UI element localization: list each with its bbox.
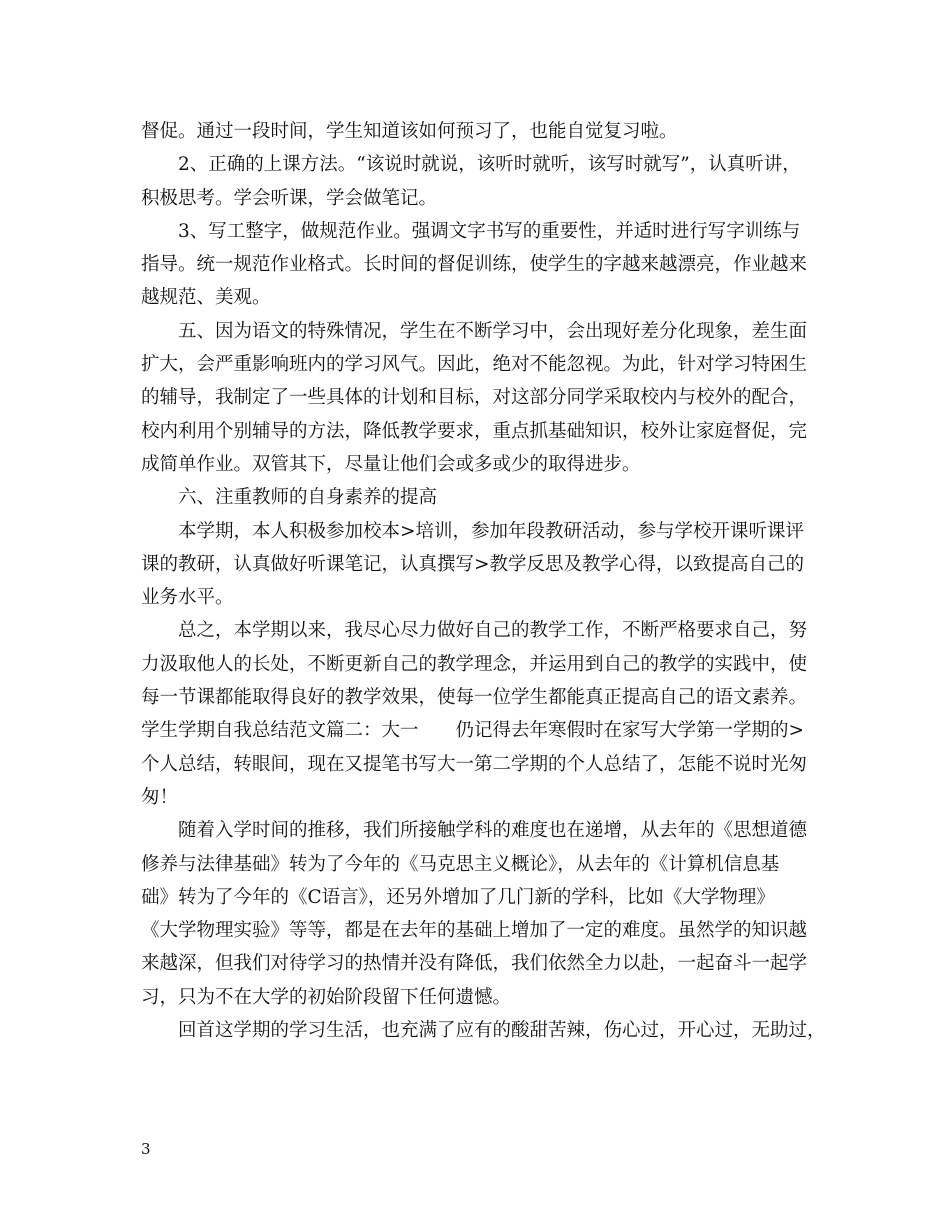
paragraph: [141, 148, 807, 215]
text-line: 五、因为语文的特殊情况，学生在不断学习中，会出现好差分化现象，差生面: [141, 320, 808, 342]
text-line: 的辅导，我制定了一些具体的计划和目标，对这部分同学采取校内与校外的配合，: [141, 387, 808, 409]
text-line: 随着入学时间的推移，我们所接触学科的难度也在递增，从去年的《思想道德: [141, 820, 808, 842]
text-line: 业务水平。: [141, 587, 234, 609]
paragraph: [141, 115, 807, 148]
text-line: 六、注重教师的自身素养的提高: [141, 487, 438, 509]
text-line: 督促。通过一段时间，学生知道该如何预习了，也能自觉复习啦。: [141, 121, 678, 142]
paragraph: [141, 614, 807, 714]
text-line: 《大学物理实验》等等，都是在去年的基础上增加了一定的难度。虽然学的知识越: [141, 920, 808, 942]
text-line: 扩大，会严重影响班内的学习风气。因此，绝对不能忽视。为此，针对学习特困生: [141, 354, 808, 376]
text-line: 课的教研，认真做好听课笔记，认真撰写>教学反思及教学心得，以致提高自己的: [141, 553, 805, 575]
paragraph: [141, 515, 807, 615]
text-line: 每一节课都能取得良好的教学效果，使每一位学生都能真正提高自己的语文素养。: [141, 687, 808, 709]
page-number: 3: [141, 1140, 151, 1158]
text-line: 成简单作业。双管其下，尽量让他们会或多或少的取得进步。: [141, 453, 641, 475]
paragraph: [141, 315, 807, 481]
text-line: 越规范、美观。: [141, 287, 271, 309]
text-line: 个人总结，转眼间，现在又提笔书写大一第二学期的个人总结了，怎能不说时光匆: [141, 753, 808, 775]
text-line: 指导。统一规范作业格式。长时间的督促训练，使学生的字越来越漂亮，作业越来: [141, 254, 808, 276]
paragraph: [141, 814, 807, 1014]
text-line: 匆！: [141, 786, 179, 808]
text-line: 2、正确的上课方法。“该说时就说，该听时就听，该写时就写”，认真听讲，: [141, 154, 801, 176]
text-line: 校内利用个别辅导的方法，降低教学要求，重点抓基础知识，校外让家庭督促，完: [141, 420, 808, 442]
text-line: 修养与法律基础》转为了今年的《马克思主义概论》，从去年的《计算机信息基: [141, 853, 780, 875]
text-line: 回首这学期的学习生活，也充满了应有的酸甜苦辣，伤心过，开心过，无助过，: [141, 1020, 826, 1042]
text-line: 3、写工整字，做规范作业。强调文字书写的重要性，并适时进行写字训练与: [141, 220, 801, 242]
paragraph: [141, 714, 807, 814]
text-line: 总之，本学期以来，我尽心尽力做好自己的教学工作，不断严格要求自己，努: [141, 620, 808, 642]
paragraph: [141, 215, 807, 315]
text-line: 来越深，但我们对待学习的热情并没有降低，我们依然全力以赴，一起奋斗一起学: [141, 953, 808, 975]
text-line: 础》转为了今年的《C语言》，还另外增加了几门新的学科，比如《大学物理》: [141, 886, 775, 908]
text-line: 积极思考。学会听课，学会做笔记。: [141, 187, 438, 209]
paragraph: [141, 481, 807, 514]
text-line: 习，只为不在大学的初始阶段留下任何遗憾。: [141, 986, 512, 1008]
paragraph: [141, 1014, 826, 1047]
text-line: 力汲取他人的长处，不断更新自己的教学理念，并运用到自己的教学的实践中，使: [141, 653, 808, 675]
text-line: 本学期，本人积极参加校本>培训，参加年段教研活动，参与学校开课听课评: [141, 520, 805, 542]
document-body: [141, 115, 826, 1047]
text-line: 学生学期自我总结范文篇二：大一 仍记得去年寒假时在家写大学第一学期的>: [141, 720, 805, 742]
